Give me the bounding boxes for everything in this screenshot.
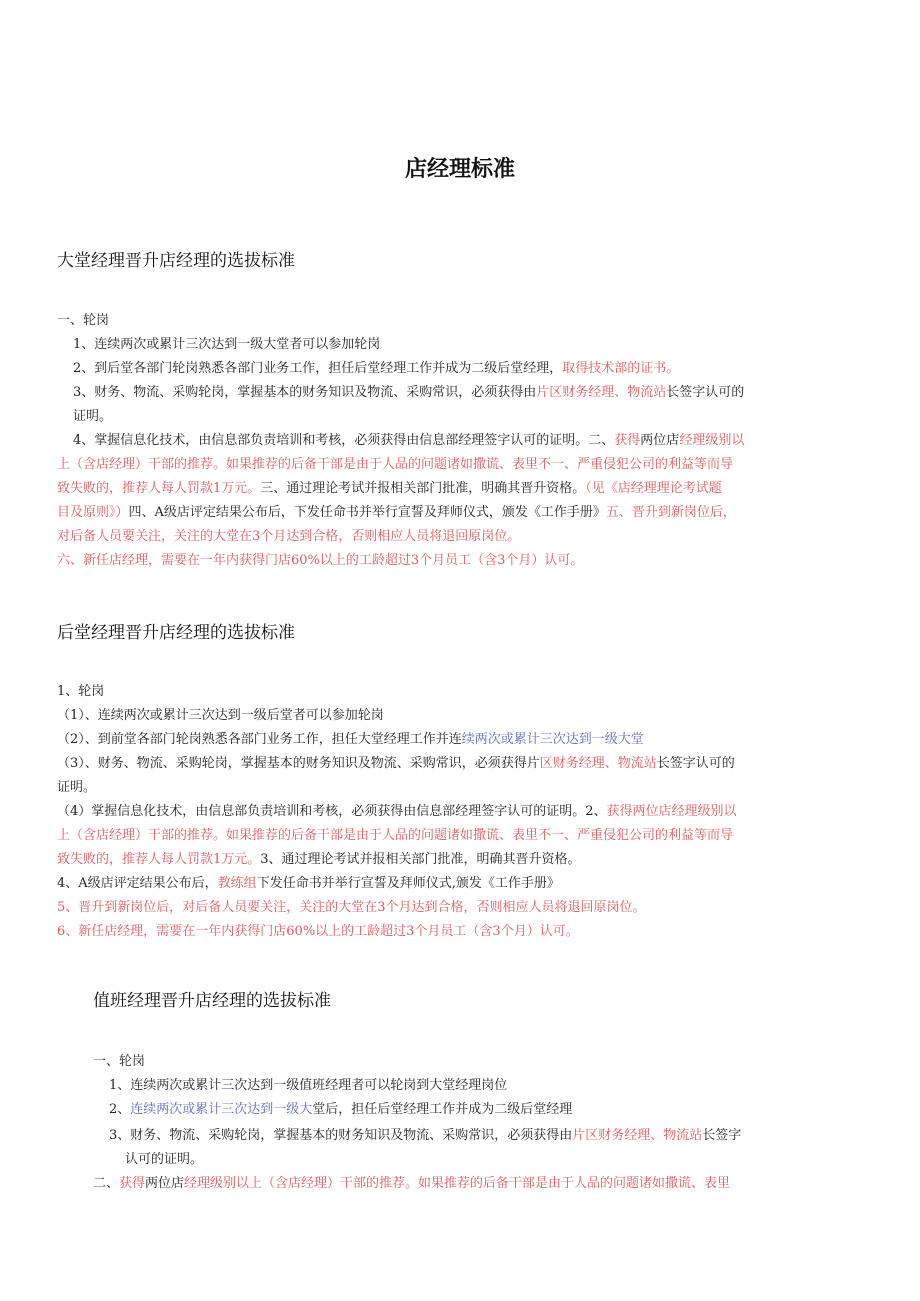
text-run: 3、财务、物流、采购轮岗，掌握基本的财务知识及物流、采购常识，必须获得由 bbox=[109, 1128, 573, 1143]
highlight-red: 片区财务经理、物流站 bbox=[572, 1128, 703, 1143]
text-run: 长签字 bbox=[702, 1128, 742, 1143]
text-run: 两位店 bbox=[145, 1176, 185, 1191]
paragraph-line bbox=[73, 429, 744, 453]
text-run: 4、掌握信息化技术，由信息部负责培训和考核，必须获得由信息部经理签字认可的证明。二、 bbox=[73, 433, 615, 448]
text-run: 3、通过理论考试并报相关部门批准，明确其晋升资格。 bbox=[260, 852, 581, 867]
paragraph-line bbox=[57, 477, 722, 501]
text-run: 三、通过理论考试并报相关部门批准，明确其晋升资格。 bbox=[260, 481, 586, 496]
paragraph-line: 1、连续两次或累计三次达到一级大堂者可以参加轮岗 bbox=[73, 337, 381, 352]
paragraph-line bbox=[109, 1124, 741, 1148]
paragraph-line: 1、连续两次或累计三次达到一级值班经理者可以轮岗到大堂经理岗位 bbox=[109, 1078, 508, 1093]
highlight-red: 致失败的，推荐人每人罚款1万元。 bbox=[57, 852, 261, 867]
text-run: 4、A级店评定结果公布后， bbox=[57, 876, 218, 891]
highlight-red: 经理级别以 bbox=[679, 433, 745, 448]
paragraph-line bbox=[93, 1172, 730, 1196]
paragraph-line: 5、晋升到新岗位后，对后备人员要关注，关注的大堂在3个月达到合格，否则相应人员将退回原岗位。 bbox=[57, 900, 646, 915]
highlight-red: 取得技术部的证书。 bbox=[562, 361, 680, 376]
highlight-red: 目及原则》） bbox=[57, 505, 129, 520]
paragraph-line: 上（含店经理）干部的推荐。如果推荐的后备干部是由于人品的问题诸如撒谎、表里不一、严重侵犯公司的利益等而导 bbox=[57, 457, 734, 472]
text-run: 长签字认可的 bbox=[666, 385, 745, 400]
highlight-red: 致失败的，推荐人每人罚款1万元。 bbox=[57, 481, 261, 496]
section-heading-lobby: 大堂经理晋升店经理的选拔标准 bbox=[57, 251, 295, 271]
text-run: 2、到后堂各部门轮岗熟悉各部门业务工作，担任后堂经理工作并成为二级后堂经理， bbox=[73, 361, 563, 376]
highlight-red: （见《店经理理论考试题 bbox=[585, 481, 722, 496]
paragraph-line: 对后备人员要关注，关注的大堂在3个月达到合格，否则相应人员将退回原岗位。 bbox=[57, 529, 521, 544]
highlight-red: 获得两位店经理级别以 bbox=[606, 804, 737, 819]
text-run: （4）掌握信息化技术，由信息部负责培训和考核，必须获得由信息部经理签字认可的证明。2、 bbox=[57, 804, 607, 819]
highlight-red: 教练组 bbox=[217, 876, 257, 891]
text-run: 二、 bbox=[93, 1176, 120, 1191]
text-run: 下发任命书并举行宣誓及拜师仪式,颁发《工作手册》 bbox=[256, 876, 560, 891]
paragraph-line bbox=[57, 872, 560, 896]
text-run: 3、财务、物流、采购轮岗，掌握基本的财务知识及物流、采购常识，必须获得由 bbox=[73, 385, 537, 400]
paragraph-line bbox=[57, 848, 581, 872]
paragraph-line: 1、轮岗 bbox=[57, 684, 105, 699]
paragraph-line bbox=[57, 501, 736, 525]
paragraph-line bbox=[73, 357, 679, 381]
paragraph-line: 6、新任店经理，需要在一年内获得门店60%以上的工龄超过3个月员工（含3个月）认可。 bbox=[57, 924, 579, 939]
paragraph-line: 证明。 bbox=[57, 780, 97, 795]
paragraph-line bbox=[109, 1098, 572, 1122]
highlight-red: 获得 bbox=[614, 433, 641, 448]
highlight-red: 片区财务经理、物流站 bbox=[536, 385, 667, 400]
highlight-blue: 连续两次或累计三次达到一级大 bbox=[130, 1102, 313, 1117]
paragraph-line: 上（含店经理）干部的推荐。如果推荐的后备干部是由于人品的问题诸如撒谎、表里不一、严重侵犯公司的利益等而导 bbox=[57, 828, 734, 843]
highlight-red: 区财务经理、物流站 bbox=[539, 756, 657, 771]
paragraph-line: 一、轮岗 bbox=[57, 313, 110, 328]
text-run: 堂后，担任后堂经理工作并成为二级后堂经理 bbox=[312, 1102, 573, 1117]
paragraph-line: 认可的证明。 bbox=[125, 1152, 204, 1167]
text-run: 长签字认可的 bbox=[656, 756, 735, 771]
paragraph-line bbox=[57, 728, 644, 752]
document-title: 店经理标准 bbox=[404, 157, 515, 182]
text-run: 2、 bbox=[109, 1102, 131, 1117]
highlight-red: 五、晋升到新岗位后， bbox=[605, 505, 736, 520]
paragraph-line bbox=[57, 800, 737, 824]
text-run: 四、A级店评定结果公布后，下发任命书并举行宣誓及拜师仪式，颁发《工作手册》 bbox=[128, 505, 606, 520]
text-run: 两位店 bbox=[640, 433, 680, 448]
highlight-red: 经理级别以上（含店经理）干部的推荐。如果推荐的后备干部是由于人品的问题诸如撒谎、表里 bbox=[184, 1176, 731, 1191]
section-heading-kitchen: 后堂经理晋升店经理的选拔标准 bbox=[57, 623, 295, 643]
highlight-blue: 续两次或累计三次达到一级大堂 bbox=[461, 732, 644, 747]
paragraph-line: 一、轮岗 bbox=[93, 1054, 146, 1069]
text-run: （2）、到前堂各部门轮岗熟悉各部门业务工作，担任大堂经理工作并连 bbox=[57, 732, 462, 747]
paragraph-line bbox=[73, 381, 744, 405]
text-run: （3）、财务、物流、采购轮岗，掌握基本的财务知识及物流、采购常识，必须获得片 bbox=[57, 756, 540, 771]
paragraph-line: 六、新任店经理，需要在一年内获得门店60%以上的工龄超过3个月员工（含3个月）认可。 bbox=[57, 553, 584, 568]
paragraph-line bbox=[57, 752, 735, 776]
highlight-red: 获得 bbox=[119, 1176, 146, 1191]
paragraph-line: （1）、连续两次或累计三次达到一级后堂者可以参加轮岗 bbox=[57, 708, 384, 723]
section-heading-duty: 值班经理晋升店经理的选拔标准 bbox=[93, 991, 331, 1011]
paragraph-line: 证明。 bbox=[73, 409, 113, 424]
